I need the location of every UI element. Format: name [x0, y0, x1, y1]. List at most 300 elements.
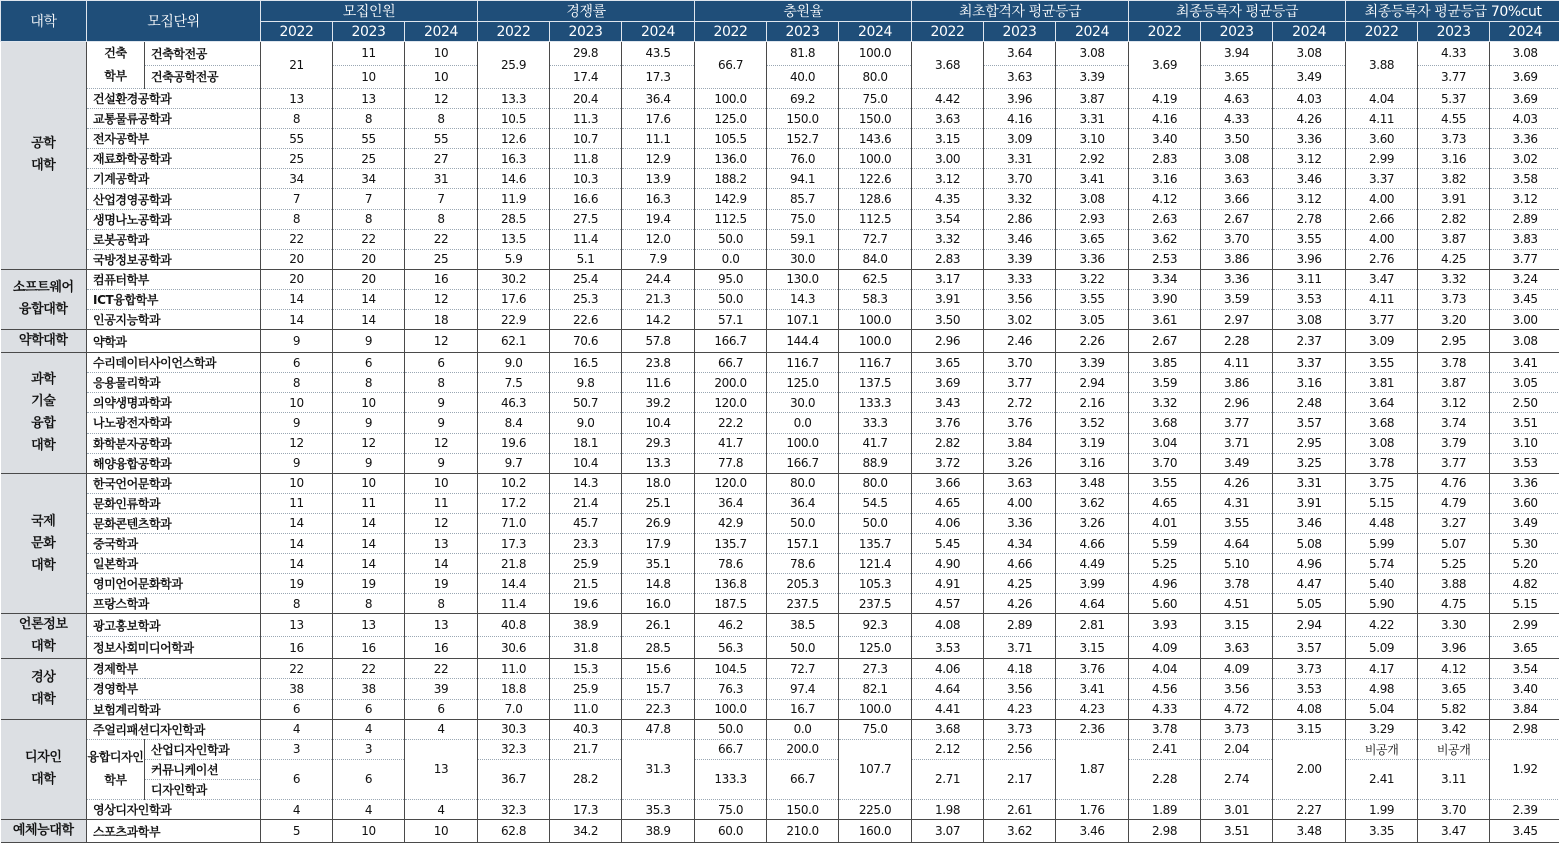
value-cell: 3.84	[984, 433, 1056, 453]
group-header: 모집인원	[261, 1, 478, 22]
year-header: 2022	[261, 22, 333, 42]
value-cell: 2.56	[984, 739, 1056, 759]
value-cell: 2.12	[912, 739, 984, 759]
value-cell: 12	[405, 289, 478, 309]
value-cell: 50.0	[839, 513, 912, 533]
value-cell: 143.6	[839, 129, 912, 149]
value-cell: 10	[333, 820, 405, 843]
value-cell: 31	[405, 169, 478, 189]
value-cell: 13.5	[478, 229, 550, 249]
value-cell: 237.5	[767, 594, 839, 614]
value-cell: 3.31	[984, 149, 1056, 169]
unit-name: 중국학과	[87, 533, 261, 553]
value-cell: 107.7	[839, 739, 912, 799]
value-cell: 3.53	[912, 636, 984, 659]
value-cell: 2.78	[1273, 209, 1346, 229]
table-row	[1, 574, 1559, 594]
value-cell: 3.77	[984, 373, 1056, 393]
value-cell: 25.9	[478, 42, 550, 89]
value-cell: 100.0	[839, 42, 912, 66]
value-cell: 3.15	[1201, 614, 1273, 637]
value-cell: 0.0	[767, 413, 839, 433]
table-row	[1, 679, 1559, 699]
value-cell: 3.55	[1346, 353, 1418, 373]
value-cell: 4.03	[1273, 89, 1346, 109]
value-cell: 31.8	[550, 636, 622, 659]
value-cell: 150.0	[767, 109, 839, 129]
value-cell: 17.6	[478, 289, 550, 309]
value-cell: 3.60	[1490, 493, 1559, 513]
value-cell: 3.32	[912, 229, 984, 249]
value-cell: 78.6	[695, 554, 767, 574]
value-cell: 3.77	[1490, 249, 1559, 269]
college-label: 약학대학	[1, 330, 87, 353]
value-cell: 3.16	[1129, 169, 1201, 189]
year-header: 2023	[1418, 22, 1490, 42]
value-cell: 11.9	[478, 189, 550, 209]
value-cell: 4.26	[984, 594, 1056, 614]
value-cell: 11.3	[550, 109, 622, 129]
table-row	[1, 129, 1559, 149]
value-cell: 3.17	[912, 269, 984, 289]
value-cell: 10	[333, 393, 405, 413]
college-label: 과학 기술 융합 대학	[1, 353, 87, 474]
value-cell: 2.86	[984, 209, 1056, 229]
value-cell: 85.7	[767, 189, 839, 209]
value-cell: 4.00	[984, 493, 1056, 513]
value-cell: 62.8	[478, 820, 550, 843]
value-cell: 2.53	[1129, 249, 1201, 269]
unit-name: 수리데이터사이언스학과	[87, 353, 261, 373]
unit-name: 문화콘텐츠학과	[87, 513, 261, 533]
value-cell: 128.6	[839, 189, 912, 209]
value-cell: 17.3	[622, 65, 695, 89]
value-cell: 27	[405, 149, 478, 169]
value-cell: 10.2	[478, 473, 550, 493]
value-cell: 4.96	[1129, 574, 1201, 594]
value-cell: 2.95	[1273, 433, 1346, 453]
value-cell: 4.06	[912, 659, 984, 679]
value-cell: 112.5	[695, 209, 767, 229]
value-cell: 19	[405, 574, 478, 594]
univ-header: 대학	[1, 1, 87, 42]
value-cell: 135.7	[695, 533, 767, 553]
value-cell: 9	[261, 330, 333, 353]
value-cell: 4.04	[1346, 89, 1418, 109]
value-cell: 4.65	[912, 493, 984, 513]
value-cell: 3.08	[1273, 310, 1346, 330]
value-cell: 3.96	[1418, 636, 1490, 659]
value-cell: 62.1	[478, 330, 550, 353]
value-cell: 4.33	[1201, 109, 1273, 129]
value-cell: 3.51	[1490, 413, 1559, 433]
value-cell: 4.16	[1129, 109, 1201, 129]
value-cell: 32.3	[478, 800, 550, 820]
value-cell: 3.16	[1418, 149, 1490, 169]
value-cell: 10	[405, 42, 478, 66]
value-cell: 10	[261, 393, 333, 413]
college-label: 언론정보 대학	[1, 614, 87, 659]
value-cell: 136.0	[695, 149, 767, 169]
value-cell: 36.4	[767, 493, 839, 513]
value-cell: 3.36	[1056, 249, 1129, 269]
value-cell: 3.32	[984, 189, 1056, 209]
value-cell: 2.63	[1129, 209, 1201, 229]
value-cell: 7.0	[478, 699, 550, 719]
value-cell: 94.1	[767, 169, 839, 189]
value-cell: 3.08	[1490, 330, 1559, 353]
unit-name: 산업경영공학과	[87, 189, 261, 209]
value-cell: 12.6	[478, 129, 550, 149]
year-header: 2024	[1273, 22, 1346, 42]
year-header: 2022	[1346, 22, 1418, 42]
value-cell: 9	[405, 453, 478, 473]
value-cell: 125.0	[767, 373, 839, 393]
table-row	[1, 636, 1559, 659]
value-cell: 3.73	[1418, 289, 1490, 309]
value-cell: 3.31	[1273, 473, 1346, 493]
value-cell: 4.08	[1273, 699, 1346, 719]
value-cell: 3.08	[1490, 42, 1559, 66]
value-cell: 13.3	[622, 453, 695, 473]
table-row	[1, 659, 1559, 679]
value-cell: 36.4	[622, 89, 695, 109]
value-cell: 100.0	[695, 89, 767, 109]
value-cell: 34.2	[550, 820, 622, 843]
value-cell: 3.71	[984, 636, 1056, 659]
value-cell: 3.00	[1490, 310, 1559, 330]
value-cell: 7.5	[478, 373, 550, 393]
value-cell: 72.7	[839, 229, 912, 249]
value-cell: 107.1	[767, 310, 839, 330]
value-cell: 75.0	[839, 89, 912, 109]
value-cell: 34	[261, 169, 333, 189]
value-cell: 5.59	[1129, 533, 1201, 553]
value-cell: 18.1	[550, 433, 622, 453]
value-cell: 16.6	[550, 189, 622, 209]
value-cell: 57.8	[622, 330, 695, 353]
unit-name: 정보사회미디어학과	[87, 636, 261, 659]
unit-name: 기계공학과	[87, 169, 261, 189]
table-row	[1, 800, 1559, 820]
value-cell: 4.19	[1129, 89, 1201, 109]
value-cell: 22.9	[478, 310, 550, 330]
value-cell: 104.5	[695, 659, 767, 679]
value-cell: 3.32	[1129, 393, 1201, 413]
value-cell: 3.08	[1056, 189, 1129, 209]
value-cell: 17.3	[550, 800, 622, 820]
value-cell: 2.27	[1273, 800, 1346, 820]
value-cell: 75.0	[695, 800, 767, 820]
value-cell: 5.1	[550, 249, 622, 269]
value-cell: 6	[333, 353, 405, 373]
value-cell: 16.5	[550, 353, 622, 373]
value-cell: 3.31	[1056, 109, 1129, 129]
value-cell: 3.09	[1346, 330, 1418, 353]
value-cell: 50.0	[695, 289, 767, 309]
value-cell: 22.3	[622, 699, 695, 719]
value-cell: 2.82	[1418, 209, 1490, 229]
value-cell: 3.79	[1418, 433, 1490, 453]
value-cell: 4.42	[912, 89, 984, 109]
value-cell: 3.55	[1201, 513, 1273, 533]
value-cell: 3.35	[1346, 820, 1418, 843]
value-cell: 120.0	[695, 393, 767, 413]
value-cell: 2.81	[1056, 614, 1129, 637]
value-cell: 3.41	[1056, 679, 1129, 699]
value-cell: 4.98	[1346, 679, 1418, 699]
value-cell: 3.39	[1056, 65, 1129, 89]
value-cell: 13	[333, 614, 405, 637]
value-cell: 4.66	[1056, 533, 1129, 553]
value-cell: 7	[261, 189, 333, 209]
value-cell: 3.63	[984, 65, 1056, 89]
value-cell: 25.1	[622, 493, 695, 513]
table-row	[1, 554, 1559, 574]
value-cell: 3.12	[1273, 149, 1346, 169]
value-cell: 39.2	[622, 393, 695, 413]
value-cell: 66.7	[695, 42, 767, 89]
value-cell: 3.75	[1346, 473, 1418, 493]
value-cell: 7	[405, 189, 478, 209]
value-cell: 2.99	[1490, 614, 1559, 637]
value-cell: 5.04	[1346, 699, 1418, 719]
value-cell: 2.94	[1273, 614, 1346, 637]
value-cell: 8	[261, 373, 333, 393]
value-cell: 3.78	[1418, 353, 1490, 373]
value-cell: 3.78	[1346, 453, 1418, 473]
value-cell: 2.92	[1056, 149, 1129, 169]
value-cell: 16.3	[622, 189, 695, 209]
value-cell: 3.48	[1273, 820, 1346, 843]
year-header: 2024	[622, 22, 695, 42]
year-header: 2022	[1129, 22, 1201, 42]
value-cell: 12	[405, 330, 478, 353]
value-cell: 32.3	[478, 739, 550, 759]
value-cell: 30.6	[478, 636, 550, 659]
value-cell: 4.31	[1201, 493, 1273, 513]
value-cell: 2.93	[1056, 209, 1129, 229]
value-cell: 5.25	[1129, 554, 1201, 574]
value-cell: 38.9	[550, 614, 622, 637]
unit-name: 스포츠과학부	[87, 820, 261, 843]
table-row	[1, 413, 1559, 433]
value-cell: 3.86	[1201, 373, 1273, 393]
value-cell: 3.08	[1201, 149, 1273, 169]
value-cell: 2.66	[1346, 209, 1418, 229]
value-cell: 5.60	[1129, 594, 1201, 614]
year-header: 2024	[405, 22, 478, 42]
value-cell: 3.36	[1490, 129, 1559, 149]
value-cell: 14.4	[478, 574, 550, 594]
value-cell: 125.0	[695, 109, 767, 129]
value-cell: 3.77	[1201, 413, 1273, 433]
value-cell: 3.69	[1129, 42, 1201, 89]
value-cell: 3.70	[1201, 229, 1273, 249]
table-row	[1, 533, 1559, 553]
value-cell: 10	[261, 473, 333, 493]
value-cell: 112.5	[839, 209, 912, 229]
value-cell: 2.97	[1201, 310, 1273, 330]
value-cell: 3.05	[1056, 310, 1129, 330]
unit-name: 영미언어문화학과	[87, 574, 261, 594]
value-cell: 3.69	[1490, 65, 1559, 89]
value-cell: 157.1	[767, 533, 839, 553]
value-cell: 3.68	[912, 719, 984, 739]
value-cell: 3.27	[1418, 513, 1490, 533]
value-cell: 3.72	[912, 453, 984, 473]
value-cell: 3.61	[1129, 310, 1201, 330]
value-cell: 3.65	[912, 353, 984, 373]
unit-name: 커뮤니케이션	[145, 759, 261, 779]
value-cell: 2.61	[984, 800, 1056, 820]
value-cell: 3.40	[1490, 679, 1559, 699]
value-cell: 2.89	[1490, 209, 1559, 229]
value-cell: 3.63	[984, 473, 1056, 493]
value-cell: 71.0	[478, 513, 550, 533]
value-cell: 4.64	[1056, 594, 1129, 614]
value-cell: 2.95	[1418, 330, 1490, 353]
value-cell: 3.76	[912, 413, 984, 433]
value-cell: 2.98	[1490, 719, 1559, 739]
value-cell: 28.5	[622, 636, 695, 659]
value-cell: 4.09	[1129, 636, 1201, 659]
value-cell: 10	[405, 820, 478, 843]
value-cell: 14	[261, 289, 333, 309]
value-cell: 7	[333, 189, 405, 209]
value-cell: 8	[405, 594, 478, 614]
value-cell: 3.30	[1418, 614, 1490, 637]
value-cell: 13	[333, 89, 405, 109]
value-cell: 76.3	[695, 679, 767, 699]
value-cell: 3.53	[1273, 679, 1346, 699]
value-cell: 13	[405, 739, 478, 799]
value-cell: 210.0	[767, 820, 839, 843]
value-cell: 100.0	[767, 433, 839, 453]
unit-name: 문화인류학과	[87, 493, 261, 513]
value-cell: 9	[405, 393, 478, 413]
unit-name: 경영학부	[87, 679, 261, 699]
value-cell: 3	[261, 739, 333, 759]
value-cell: 2.48	[1273, 393, 1346, 413]
value-cell: 3.87	[1418, 229, 1490, 249]
value-cell: 3.78	[1129, 719, 1201, 739]
value-cell: 4.91	[912, 574, 984, 594]
value-cell: 3.90	[1129, 289, 1201, 309]
value-cell: 3.65	[1201, 65, 1273, 89]
table-row	[1, 89, 1559, 109]
value-cell: 19.6	[478, 433, 550, 453]
value-cell: 3.49	[1273, 65, 1346, 89]
value-cell: 16.7	[767, 699, 839, 719]
value-cell: 4	[333, 719, 405, 739]
value-cell: 3.24	[1490, 269, 1559, 289]
value-cell: 3.16	[1056, 453, 1129, 473]
value-cell: 3.10	[1490, 433, 1559, 453]
value-cell: 3.09	[984, 129, 1056, 149]
dept-label: 융합디자인 학부	[87, 739, 145, 799]
value-cell: 142.9	[695, 189, 767, 209]
value-cell: 2.28	[1201, 330, 1273, 353]
year-header: 2023	[984, 22, 1056, 42]
value-cell: 3.22	[1056, 269, 1129, 289]
value-cell: 82.1	[839, 679, 912, 699]
value-cell: 136.8	[695, 574, 767, 594]
value-cell: 5.9	[478, 249, 550, 269]
value-cell: 3.08	[1346, 433, 1418, 453]
college-label: 소프트웨어 융합대학	[1, 269, 87, 329]
value-cell: 4.76	[1418, 473, 1490, 493]
group-header: 충원율	[695, 1, 912, 22]
value-cell: 3.46	[1273, 169, 1346, 189]
table-row	[1, 65, 1559, 89]
value-cell: 3.73	[1201, 719, 1273, 739]
value-cell: 12	[405, 433, 478, 453]
value-cell: 17.9	[622, 533, 695, 553]
value-cell: 25	[333, 149, 405, 169]
value-cell: 3.65	[1418, 679, 1490, 699]
value-cell: 3.54	[912, 209, 984, 229]
unit-name: 보험계리학과	[87, 699, 261, 719]
value-cell: 75.0	[767, 209, 839, 229]
value-cell: 3.91	[1418, 189, 1490, 209]
value-cell: 2.94	[1056, 373, 1129, 393]
value-cell: 80.0	[839, 65, 912, 89]
value-cell: 14.6	[478, 169, 550, 189]
value-cell: 3.12	[1418, 393, 1490, 413]
table-row	[1, 42, 1559, 66]
value-cell: 2.00	[1273, 739, 1346, 799]
value-cell: 4.90	[912, 554, 984, 574]
value-cell: 4	[405, 719, 478, 739]
value-cell: 3.49	[1490, 513, 1559, 533]
value-cell: 12	[261, 433, 333, 453]
group-header: 최초합격자 평균등급	[912, 1, 1129, 22]
value-cell: 14	[333, 289, 405, 309]
value-cell: 2.82	[912, 433, 984, 453]
value-cell: 4.64	[1201, 533, 1273, 553]
value-cell: 3.39	[1056, 353, 1129, 373]
value-cell: 3.70	[984, 353, 1056, 373]
value-cell: 6	[333, 759, 405, 799]
value-cell: 3.96	[1273, 249, 1346, 269]
value-cell: 3.43	[912, 393, 984, 413]
value-cell: 40.8	[478, 614, 550, 637]
value-cell: 3.52	[1056, 413, 1129, 433]
value-cell: 3.56	[984, 289, 1056, 309]
table-row	[1, 373, 1559, 393]
value-cell: 39	[405, 679, 478, 699]
value-cell: 3.81	[1346, 373, 1418, 393]
value-cell: 3.46	[1056, 820, 1129, 843]
value-cell: 1.98	[912, 800, 984, 820]
value-cell: 45.7	[550, 513, 622, 533]
value-cell: 59.1	[767, 229, 839, 249]
value-cell: 4.55	[1418, 109, 1490, 129]
value-cell: 19	[261, 574, 333, 594]
value-cell: 3.15	[1056, 636, 1129, 659]
value-cell: 13	[261, 89, 333, 109]
value-cell: 14	[261, 533, 333, 553]
value-cell: 3.84	[1490, 699, 1559, 719]
value-cell: 14	[333, 513, 405, 533]
value-cell: 3.87	[1418, 373, 1490, 393]
value-cell: 25.9	[550, 554, 622, 574]
value-cell: 3.83	[1490, 229, 1559, 249]
value-cell: 3.00	[912, 149, 984, 169]
value-cell: 76.0	[767, 149, 839, 169]
value-cell: 3.08	[1273, 42, 1346, 66]
